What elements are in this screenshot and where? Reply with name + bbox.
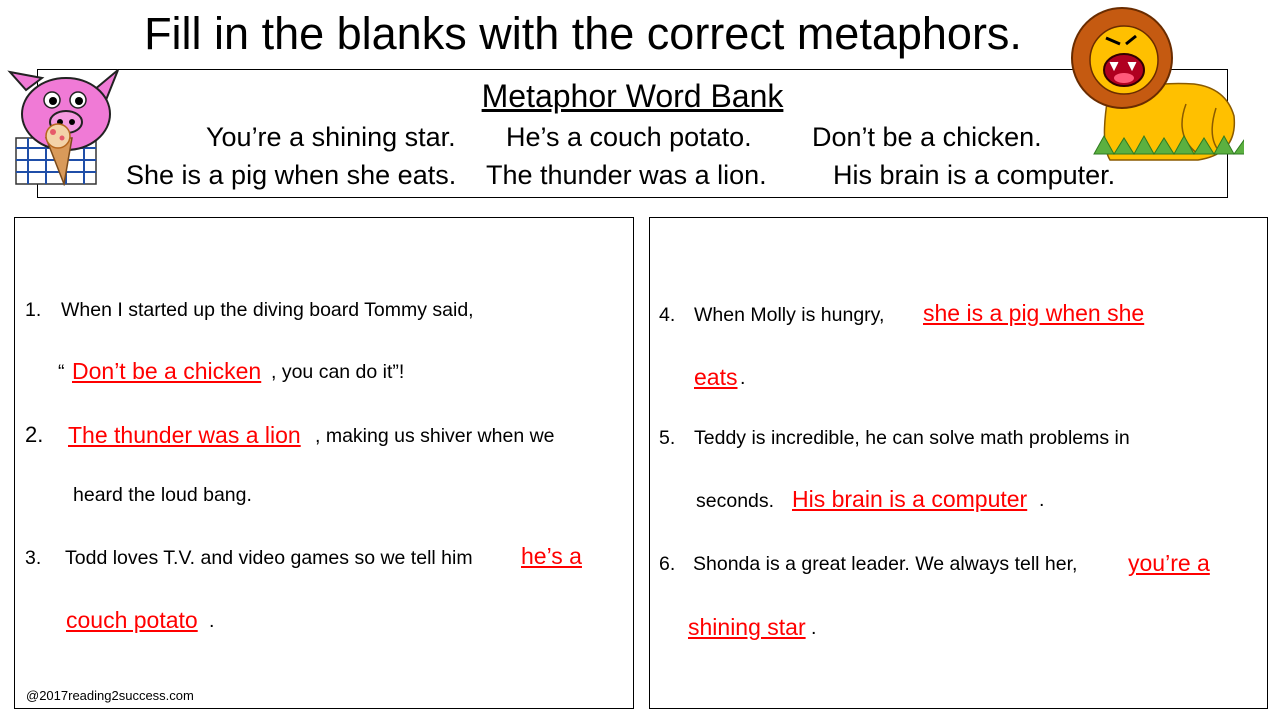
question-6-text: Shonda is a great leader. We always tell her,	[693, 553, 1078, 575]
question-1-text-end: , you can do it”!	[271, 361, 405, 383]
question-2-text-line2: heard the loud bang.	[73, 484, 252, 506]
copyright-credit: @2017reading2success.com	[26, 688, 194, 703]
question-6-number: 6.	[659, 553, 676, 575]
question-5-number: 5.	[659, 427, 676, 449]
question-6-answer-part1: you’re a	[1128, 550, 1210, 576]
question-5-text-line2: seconds.	[696, 490, 775, 512]
word-bank-item: The thunder was a lion.	[486, 160, 767, 190]
word-bank-item: Don’t be a chicken.	[812, 122, 1042, 152]
question-4-answer-part2: eats	[694, 364, 738, 390]
left-question-panel	[14, 217, 634, 709]
question-1-text: When I started up the diving board Tommy said,	[61, 299, 474, 321]
page-title: Fill in the blanks with the correct metaphors.	[144, 8, 1022, 59]
question-1-number: 1.	[25, 299, 42, 321]
question-1-open-quote: “	[58, 361, 65, 383]
question-2-answer: The thunder was a lion	[68, 422, 301, 448]
question-4-period: .	[740, 367, 746, 389]
question-6-period: .	[811, 617, 817, 639]
question-6-answer-part2: shining star	[688, 614, 806, 640]
question-2-text: , making us shiver when we	[315, 425, 555, 447]
question-3-number: 3.	[25, 547, 42, 569]
question-1-answer: Don’t be a chicken	[72, 358, 262, 384]
question-3-text: Todd loves T.V. and video games so we tell him	[65, 547, 473, 569]
question-4-number: 4.	[659, 304, 676, 326]
question-5-text: Teddy is incredible, he can solve math problems in	[694, 427, 1130, 449]
question-3-answer-part2: couch potato	[66, 607, 198, 633]
word-bank-heading: Metaphor Word Bank	[481, 78, 784, 114]
question-4-answer-part1: she is a pig when she	[923, 300, 1145, 326]
question-2-number: 2.	[25, 422, 44, 447]
word-bank-item: His brain is a computer.	[833, 160, 1116, 190]
word-bank-item: You’re a shining star.	[206, 122, 456, 152]
word-bank-item: She is a pig when she eats.	[126, 160, 457, 190]
question-3-answer-part1: he’s a	[521, 543, 582, 569]
question-4-text: When Molly is hungry,	[694, 304, 885, 326]
question-5-period: .	[1039, 489, 1045, 511]
roaring-lion-icon	[1066, 4, 1244, 174]
word-bank-item: He’s a couch potato.	[506, 122, 752, 152]
question-5-answer: His brain is a computer	[792, 486, 1028, 512]
question-3-period: .	[209, 610, 215, 632]
pig-eating-ice-cream-icon	[6, 66, 130, 186]
